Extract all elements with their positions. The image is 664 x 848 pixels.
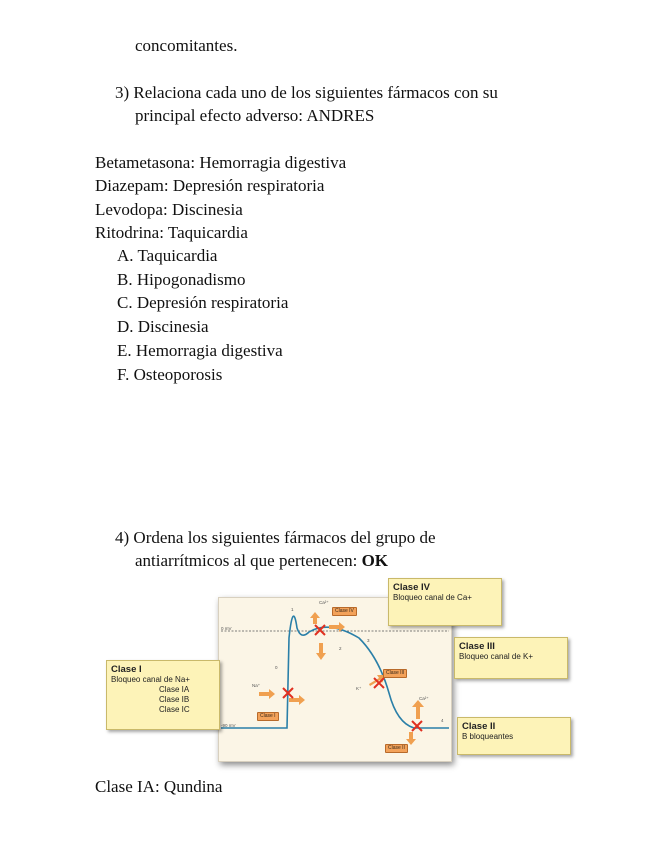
answer-line: Clase IA: Qundina xyxy=(95,777,223,796)
option-f: F. Osteoporosis xyxy=(117,365,223,384)
option-a: A. Taquicardia xyxy=(117,246,218,265)
note-class-ia: Clase IA xyxy=(159,685,190,694)
note-class-iii-title: Clase III xyxy=(459,641,495,652)
ion-label-na: Na⁺ xyxy=(252,683,261,688)
question4-line1: 4) Ordena los siguientes fármacos del grupo de xyxy=(115,528,436,547)
tag-class-i: Clase I xyxy=(257,712,279,721)
phase-label-2: 2 xyxy=(339,646,342,651)
phase-label-3: 3 xyxy=(367,638,370,643)
ion-label-ca-top: Ca²⁺ xyxy=(319,600,329,605)
note-class-iv-title: Clase IV xyxy=(393,582,430,593)
note-class-iv xyxy=(388,578,502,626)
pair-levodopa: Levodopa: Discinesia xyxy=(95,200,243,219)
ion-label-ca-bottom: Ca²⁺ xyxy=(419,696,429,701)
phase-label-4: 4 xyxy=(441,718,444,723)
note-class-ii-title: Clase II xyxy=(462,721,496,732)
question4-line2-text: antiarrítmicos al que pertenecen: xyxy=(135,551,362,570)
tag-class-ii: Clase II xyxy=(385,744,408,753)
intro-line: concomitantes. xyxy=(135,36,238,55)
phase-label-1: 1 xyxy=(291,607,294,612)
tag-class-iii: Clase III xyxy=(383,669,407,678)
question4-line2 xyxy=(135,551,388,571)
question3-line2: principal efecto adverso: ANDRES xyxy=(135,106,375,125)
option-b: B. Hipogonadismo xyxy=(117,270,246,289)
note-class-iii-subtitle: Bloqueo canal de K+ xyxy=(459,652,534,661)
note-class-ib: Clase IB xyxy=(159,695,190,704)
question3-line1: 3) Relaciona cada uno de los siguientes fármacos con su xyxy=(115,83,498,102)
phase-label-0: 0 xyxy=(275,665,278,670)
note-class-iv-subtitle: Bloqueo canal de Ca+ xyxy=(393,593,472,602)
option-e: E. Hemorragia digestiva xyxy=(117,341,283,360)
note-class-i-title: Clase I xyxy=(111,664,142,675)
ion-label-k: K⁺ xyxy=(356,686,362,691)
note-class-ii-subtitle: B bloqueantes xyxy=(462,732,514,741)
option-d: D. Discinesia xyxy=(117,317,209,336)
question4-ok: OK xyxy=(361,551,389,570)
tag-class-iv: Clase IV xyxy=(332,607,357,616)
note-class-i-subtitle: Bloqueo canal de Na+ xyxy=(111,675,190,684)
antiarrhythmic-figure xyxy=(105,577,575,772)
pair-betametasona: Betametasona: Hemorragia digestiva xyxy=(95,153,347,172)
pair-ritodrina: Ritodrina: Taquicardia xyxy=(95,223,248,242)
axis-label-bottom: -90 mV xyxy=(221,723,236,728)
option-c: C. Depresión respiratoria xyxy=(117,293,289,312)
note-class-ic: Clase IC xyxy=(159,705,190,714)
axis-label-top: 0 mV xyxy=(221,626,232,631)
note-class-ii xyxy=(457,717,571,755)
note-class-iii xyxy=(454,637,568,679)
note-class-i xyxy=(106,660,220,730)
pair-diazepam: Diazepam: Depresión respiratoria xyxy=(95,176,325,195)
